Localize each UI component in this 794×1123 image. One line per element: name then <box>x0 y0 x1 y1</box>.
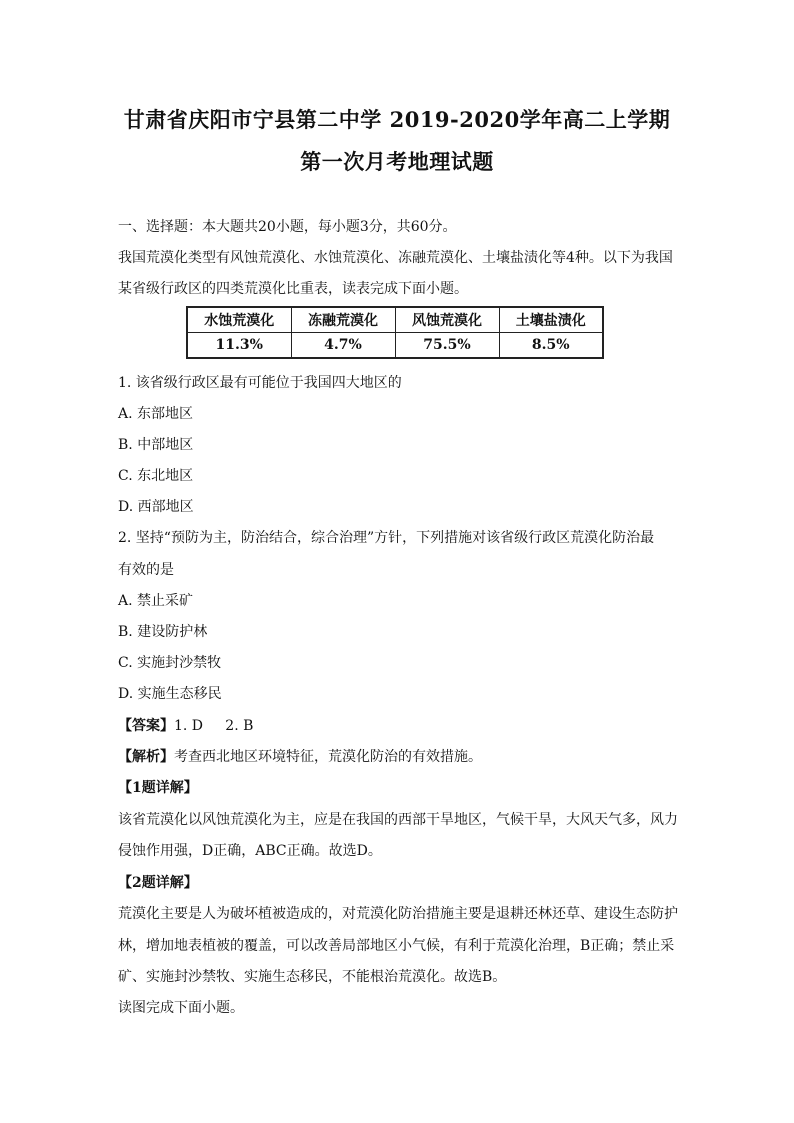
detail-1-line-2: 侵蚀作用强，D正确，ABC正确。故选D。 <box>118 843 382 859</box>
question-2-option-a: A. 禁止采矿 <box>118 593 194 609</box>
table-cell: 11.3% <box>187 333 291 359</box>
table-cell: 4.7% <box>291 333 395 359</box>
question-2-stem-line-2: 有效的是 <box>118 562 174 578</box>
answer-text: 1. D 2. B <box>174 718 254 734</box>
question-2-option-d: D. 实施生态移民 <box>118 686 222 702</box>
detail-2-label: 【2题详解】 <box>118 875 198 891</box>
intro-line-2: 某省级行政区的四类荒漠化比重表，读表完成下面小题。 <box>118 281 468 297</box>
answer-label: 【答案】 <box>118 718 174 734</box>
question-1-option-b: B. 中部地区 <box>118 437 194 453</box>
detail-1-label: 【1题详解】 <box>118 780 198 796</box>
table-header-cell: 水蚀荒漠化 <box>187 307 291 333</box>
detail-2-line-3: 矿、实施封沙禁牧、实施生态移民，不能根治荒漠化。故选B。 <box>118 969 507 985</box>
question-2-option-b: B. 建设防护林 <box>118 624 208 640</box>
table-header-cell: 风蚀荒漠化 <box>395 307 499 333</box>
question-2-stem-line-1: 2. 坚持“预防为主，防治结合，综合治理”方针，下列措施对该省级行政区荒漠化防治最 <box>118 530 655 546</box>
detail-2-line-2: 林，增加地表植被的覆盖，可以改善局部地区小气候，有利于荒漠化治理，B正确；禁止采 <box>118 938 675 954</box>
question-1-option-a: A. 东部地区 <box>118 406 194 422</box>
question-2-option-c: C. 实施封沙禁牧 <box>118 655 222 671</box>
question-1-option-c: C. 东北地区 <box>118 468 194 484</box>
table-row <box>187 333 603 359</box>
analysis-label: 【解析】 <box>118 749 174 765</box>
closing-instruction: 读图完成下面小题。 <box>118 1000 244 1016</box>
detail-1-line-1: 该省荒漠化以风蚀荒漠化为主，应是在我国的西部干旱地区，气候干旱，大风天气多，风力 <box>118 812 678 828</box>
desertification-table <box>186 306 604 359</box>
answer-line <box>118 717 253 735</box>
table-header-cell: 冻融荒漠化 <box>291 307 395 333</box>
table-header-row <box>187 307 603 333</box>
intro-line-1: 我国荒漠化类型有风蚀荒漠化、水蚀荒漠化、冻融荒漠化、土壤盐渍化等4种。以下为我国 <box>118 250 673 266</box>
table-cell: 75.5% <box>395 333 499 359</box>
table-cell: 8.5% <box>499 333 603 359</box>
document-title-line-2: 第一次月考地理试题 <box>300 149 494 174</box>
document-title-line-1: 甘肃省庆阳市宁县第二中学 2019-2020学年高二上学期 <box>123 107 671 132</box>
question-1-stem: 1. 该省级行政区最有可能位于我国四大地区的 <box>118 375 402 391</box>
analysis-line <box>118 748 482 766</box>
detail-2-line-1: 荒漠化主要是人为破坏植被造成的，对荒漠化防治措施主要是退耕还林还草、建设生态防护 <box>118 906 678 922</box>
question-1-option-d: D. 西部地区 <box>118 499 194 515</box>
analysis-text: 考查西北地区环境特征，荒漠化防治的有效措施。 <box>174 749 482 765</box>
section-header: 一、选择题：本大题共20小题，每小题3分，共60分。 <box>118 219 457 235</box>
table-header-cell: 土壤盐渍化 <box>499 307 603 333</box>
